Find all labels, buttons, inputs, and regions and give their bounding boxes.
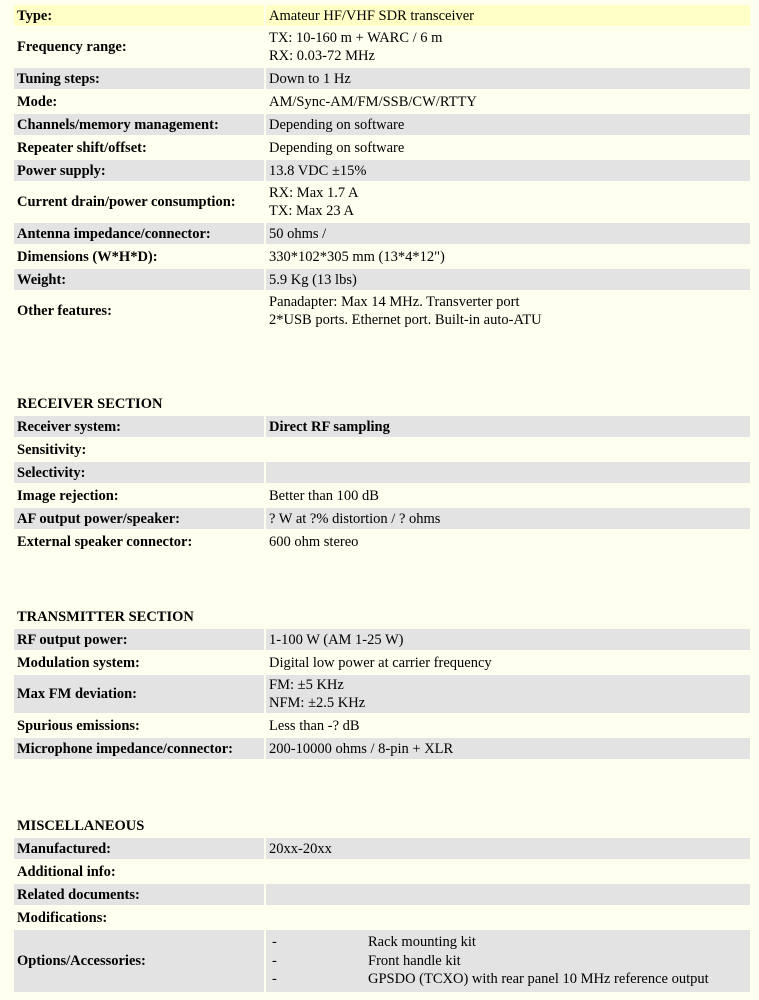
option-text: Front handle kit — [368, 952, 461, 969]
spec-label: Current drain/power consumption: — [14, 183, 266, 223]
spec-label: Modulation system: — [14, 652, 266, 675]
spec-value: 200-10000 ohms / 8-pin + XLR — [266, 738, 750, 761]
general-spec-table — [14, 5, 750, 332]
spec-row-receiver-system — [14, 416, 750, 439]
spec-value-line: RX: 0.03-72 MHz — [269, 48, 375, 64]
transmitter-spec-table — [14, 629, 750, 761]
spec-value — [266, 183, 750, 223]
spec-value: Depending on software — [266, 137, 750, 160]
spec-value: Digital low power at carrier frequency — [266, 652, 750, 675]
spec-row-channels — [14, 114, 750, 137]
spec-row-frequency-range — [14, 28, 750, 68]
spec-row-fm-deviation — [14, 675, 750, 715]
spec-value: AM/Sync-AM/FM/SSB/CW/RTTY — [266, 91, 750, 114]
spec-value-line: 2*USB ports. Ethernet port. Built-in auto-ATU — [269, 312, 542, 328]
spec-row-weight — [14, 269, 750, 292]
option-text: GPSDO (TCXO) with rear panel 10 MHz reference output — [368, 971, 709, 988]
spec-label: Type: — [14, 5, 266, 28]
spec-value: 13.8 VDC ±15% — [266, 160, 750, 183]
spec-value: Better than 100 dB — [266, 485, 750, 508]
spec-label: Antenna impedance/connector: — [14, 223, 266, 246]
receiver-section-title: RECEIVER SECTION — [17, 396, 163, 412]
spec-row-sensitivity — [14, 439, 750, 462]
spec-label: RF output power: — [14, 629, 266, 652]
spec-row-selectivity — [14, 462, 750, 485]
spec-value: Less than -? dB — [266, 715, 750, 738]
spec-label: AF output power/speaker: — [14, 508, 266, 531]
spec-row-antenna — [14, 223, 750, 246]
option-dash: - — [272, 971, 277, 988]
spec-value — [266, 462, 750, 485]
spec-value-line: NFM: ±2.5 KHz — [269, 695, 366, 711]
spec-label: Tuning steps: — [14, 68, 266, 91]
spec-value — [266, 292, 750, 332]
spec-label: Receiver system: — [14, 416, 266, 439]
spec-row-dimensions — [14, 246, 750, 269]
spec-label: Weight: — [14, 269, 266, 292]
spec-value: Down to 1 Hz — [266, 68, 750, 91]
spec-value — [266, 28, 750, 68]
spec-label: Options/Accessories: — [14, 930, 266, 994]
spec-row-tuning-steps — [14, 68, 750, 91]
spec-label: Image rejection: — [14, 485, 266, 508]
spec-label: Manufactured: — [14, 838, 266, 861]
spec-value: 20xx-20xx — [266, 838, 750, 861]
spec-row-microphone — [14, 738, 750, 761]
spec-value-line: FM: ±5 KHz — [269, 677, 344, 693]
spec-row-power-supply — [14, 160, 750, 183]
misc-section-title: MISCELLANEOUS — [17, 818, 145, 834]
spec-label: Max FM deviation: — [14, 675, 266, 715]
spec-label: Dimensions (W*H*D): — [14, 246, 266, 269]
spec-label: Related documents: — [14, 884, 266, 907]
spec-label: Selectivity: — [14, 462, 266, 485]
spec-label: Microphone impedance/connector: — [14, 738, 266, 761]
spec-value-line: TX: 10-160 m + WARC / 6 m — [269, 30, 443, 46]
spec-row-mode — [14, 91, 750, 114]
spec-row-related-documents — [14, 884, 750, 907]
spec-value: 5.9 Kg (13 lbs) — [266, 269, 750, 292]
spec-row-current-drain — [14, 183, 750, 223]
spec-value: 600 ohm stereo — [266, 531, 750, 554]
option-item — [269, 933, 750, 952]
transmitter-section-title: TRANSMITTER SECTION — [17, 609, 194, 625]
spec-value-line: RX: Max 1.7 A — [269, 185, 359, 201]
spec-label: Spurious emissions: — [14, 715, 266, 738]
spec-value: 330*102*305 mm (13*4*12") — [266, 246, 750, 269]
spec-label: Frequency range: — [14, 28, 266, 68]
receiver-spec-table — [14, 416, 750, 554]
spec-value: Amateur HF/VHF SDR transceiver — [266, 5, 750, 28]
spec-value — [266, 861, 750, 884]
spec-value: 50 ohms / — [266, 223, 750, 246]
spec-value — [266, 884, 750, 907]
spec-label: External speaker connector: — [14, 531, 266, 554]
spec-label: Modifications: — [14, 907, 266, 930]
spec-row-options — [14, 930, 750, 994]
spec-label: Other features: — [14, 292, 266, 332]
option-dash: - — [272, 934, 277, 951]
spec-label: Power supply: — [14, 160, 266, 183]
spec-value-line: TX: Max 23 A — [269, 203, 354, 219]
spec-row-spurious — [14, 715, 750, 738]
spec-value: Depending on software — [266, 114, 750, 137]
option-text: Rack mounting kit — [368, 934, 476, 951]
spec-value — [266, 675, 750, 715]
spec-row-rf-output — [14, 629, 750, 652]
spec-value — [266, 930, 750, 994]
spec-label: Repeater shift/offset: — [14, 137, 266, 160]
spec-value: Direct RF sampling — [266, 416, 750, 439]
spec-row-external-speaker — [14, 531, 750, 554]
spec-row-type — [14, 5, 750, 28]
spec-value: ? W at ?% distortion / ? ohms — [266, 508, 750, 531]
option-item — [269, 952, 750, 971]
spec-row-manufactured — [14, 838, 750, 861]
spec-row-repeater-shift — [14, 137, 750, 160]
spec-value — [266, 439, 750, 462]
option-item — [269, 970, 750, 989]
spec-value-line: Panadapter: Max 14 MHz. Transverter port — [269, 294, 520, 310]
spec-row-other-features — [14, 292, 750, 332]
spec-value — [266, 907, 750, 930]
option-dash: - — [272, 952, 277, 969]
spec-value: 1-100 W (AM 1-25 W) — [266, 629, 750, 652]
spec-label: Additional info: — [14, 861, 266, 884]
spec-row-additional-info — [14, 861, 750, 884]
spec-row-modulation — [14, 652, 750, 675]
spec-label: Sensitivity: — [14, 439, 266, 462]
spec-label: Mode: — [14, 91, 266, 114]
spec-row-modifications — [14, 907, 750, 930]
spec-row-image-rejection — [14, 485, 750, 508]
spec-row-af-output — [14, 508, 750, 531]
misc-spec-table — [14, 838, 750, 994]
spec-label: Channels/memory management: — [14, 114, 266, 137]
